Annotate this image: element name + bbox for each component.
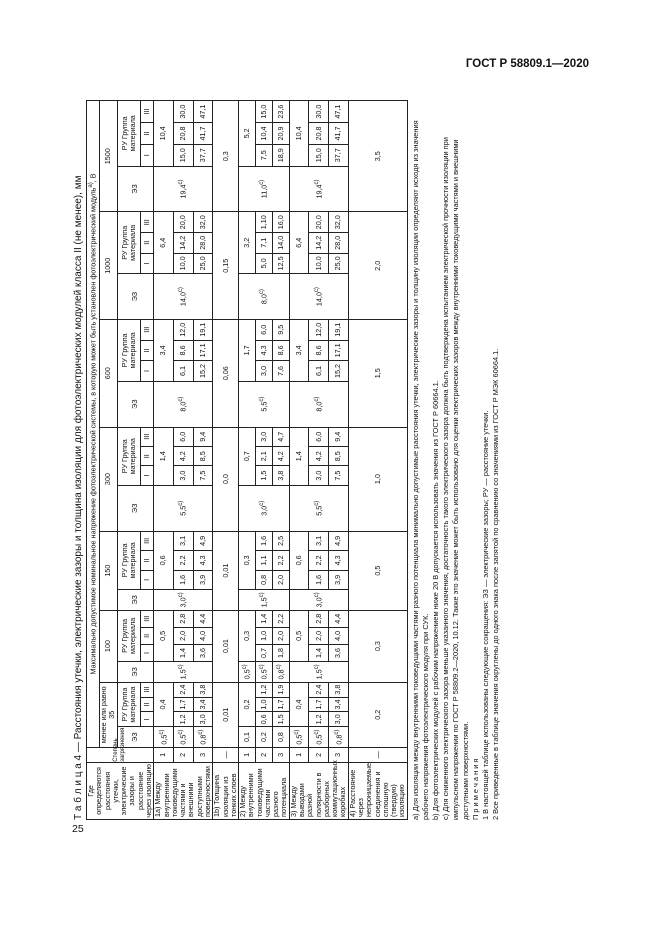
header-ez: ЭЗ [117, 590, 154, 611]
header-ru-group: РУ Группа материала [117, 682, 141, 727]
cell: 4,0 [193, 627, 213, 644]
cell: 20,8 [309, 123, 329, 145]
cell: 0,7 [255, 644, 272, 661]
cell: 8,6 [173, 340, 193, 361]
group-ii: II [141, 551, 154, 570]
cell: 2,0 [348, 212, 407, 320]
cell: 9,4 [329, 427, 349, 446]
cell: 4,2 [173, 446, 193, 465]
cell: 0,8 [255, 570, 272, 589]
cell: 0,01 [213, 531, 239, 610]
cell: 0,5$^{c)}$ [239, 662, 256, 683]
cell: 0,5$^{c)}$ [173, 727, 193, 748]
cell: 6,0 [173, 427, 193, 446]
row-label: 4) Расстояние через непроницаемые соединения и сплошную (твердую) изоляцию [348, 762, 407, 819]
footnote-c: c) Для сниженного электрического зазора меньше указанного значения, достаточность такого электрического зазора должна быть подтверждена испытанием электрической прочности изоляции при импульсном напряжении по ГОСТ Р 58809.2—2020, 10.12. Также это значение может быть использовано для оценки электрических зазоров между внутренними токоведущими частями и внешними доступными поверхностями. [440, 137, 470, 820]
cell: 5,5$^{c)}$ [239, 381, 290, 427]
cell: 6,4 [154, 212, 174, 274]
pollution-degree: 1 [289, 747, 309, 762]
cell: 5,2 [239, 101, 256, 167]
cell: 15,2 [193, 361, 213, 382]
clearance-table [86, 100, 408, 820]
cell: 8,0$^{c)}$ [239, 274, 290, 320]
cell: 30,0 [173, 101, 193, 123]
cell: 0,2 [255, 727, 272, 748]
cell: 0,5$^{c)}$ [255, 662, 272, 683]
cell: 12,5 [272, 253, 289, 274]
header-voltage: Максимально допустимое номинальное напряжение фотоэлектрической системы, в которую может быть установлен фотоэлектрический модуль$^{a)}$, В [87, 101, 100, 748]
cell: 17,1 [193, 340, 213, 361]
cell: 12,0 [173, 319, 193, 340]
cell: 2,4 [173, 682, 193, 697]
group-i: I [141, 570, 154, 589]
cell: 4,3 [193, 551, 213, 570]
cell: 1,5$^{c)}$ [289, 662, 348, 683]
group-i: I [141, 253, 154, 274]
header-v1500: 1500 [100, 101, 118, 212]
cell: 8,0$^{c)}$ [289, 381, 348, 427]
cell: 1,5 [348, 319, 407, 427]
footnote-b: b) Для фотоэлектрических модулей с рабочим напряжением ниже 20 В допускается использовать значения из ГОСТ Р 60664.1. [430, 380, 440, 820]
cell: 0,3 [213, 101, 239, 212]
header-ez: ЭЗ [117, 381, 154, 427]
table-row [348, 101, 407, 820]
cell: 1,4 [154, 427, 174, 485]
row-label: 2) Между внутренними токоведущими частями разного потенциала [239, 762, 290, 819]
header-v100: 100 [100, 610, 118, 682]
cell: 19,1 [329, 319, 349, 340]
cell: 1,0 [255, 697, 272, 712]
cell: 11,0$^{c)}$ [239, 166, 290, 212]
cell: 0,4 [289, 682, 309, 727]
cell: 15,0 [255, 101, 272, 123]
row-label: 3) Между выводами разной полярности в разборных коммутационных коробках [289, 762, 348, 819]
cell: 12,0 [309, 319, 329, 340]
pollution-degree: 3 [329, 747, 349, 762]
cell: 20,0 [309, 212, 329, 233]
cell: 41,7 [193, 123, 213, 145]
pollution-degree: 1 [154, 747, 174, 762]
cell: 19,1 [193, 319, 213, 340]
cell: 3,0$^{c)}$ [239, 485, 290, 531]
cell: 2,2 [272, 551, 289, 570]
cell: 1,4 [255, 610, 272, 627]
cell: 3,8 [329, 682, 349, 697]
cell: 4,2 [272, 446, 289, 465]
cell: 0,01 [213, 610, 239, 682]
cell: 14,2 [173, 233, 193, 254]
cell: 15,0 [309, 144, 329, 166]
cell: 3,8 [193, 682, 213, 697]
group-i: I [141, 712, 154, 727]
cell: 47,1 [329, 101, 349, 123]
cell: 1,4 [173, 644, 193, 661]
cell: 3,0 [173, 466, 193, 485]
cell: 1,5$^{c)}$ [154, 662, 213, 683]
cell: 3,8 [272, 466, 289, 485]
table-row [239, 101, 256, 820]
cell: 3,6 [193, 644, 213, 661]
group-iii: III [141, 531, 154, 550]
cell: 0,5$^{c)}$ [309, 727, 329, 748]
cell: 4,0 [329, 627, 349, 644]
cell: 5,0 [255, 253, 272, 274]
cell: 0,6 [289, 531, 309, 589]
pollution-degree: 3 [272, 747, 289, 762]
group-ii: II [141, 123, 154, 145]
cell: 16,0 [272, 212, 289, 233]
group-i: I [141, 361, 154, 382]
cell: 3,4 [193, 697, 213, 712]
group-ii: II [141, 340, 154, 361]
cell: 1,6 [173, 570, 193, 589]
cell: 2,0 [309, 627, 329, 644]
cell: 1,4 [289, 427, 309, 485]
page-number: 25 [72, 823, 84, 835]
cell: 32,0 [329, 212, 349, 233]
cell: 3,4 [329, 697, 349, 712]
cell: 10,0 [173, 253, 193, 274]
cell: 23,6 [272, 101, 289, 123]
header-ez: ЭЗ [117, 727, 154, 748]
row-label: 1b) Толщина изоляции из тонких слоев [213, 762, 239, 819]
cell: 3,1 [173, 531, 193, 550]
cell: 10,0 [309, 253, 329, 274]
cell: 9,5 [272, 319, 289, 340]
cell: 1,2 [309, 712, 329, 727]
cell: 37,7 [329, 144, 349, 166]
cell: 8,5 [329, 446, 349, 465]
group-i: I [141, 466, 154, 485]
cell: 20,8 [173, 123, 193, 145]
header-v35: менее или равно 35 [100, 682, 118, 747]
cell: 1,2 [255, 682, 272, 697]
cell: 3,0$^{c)}$ [154, 590, 213, 611]
cell: 1,7 [173, 697, 193, 712]
cell: 0,5$^{c)}$ [289, 727, 309, 748]
cell: 1,4 [309, 644, 329, 661]
group-iii: III [141, 682, 154, 697]
cell: 2,2 [272, 610, 289, 627]
cell: 2,2 [309, 551, 329, 570]
cell: 3,0 [329, 712, 349, 727]
cell: 0,5 [289, 610, 309, 661]
cell: 19,4$^{c)}$ [289, 166, 348, 212]
cell: 0,2 [239, 682, 256, 727]
cell: 6,0 [309, 427, 329, 446]
cell: 2,8 [309, 610, 329, 627]
cell: 0,3 [239, 610, 256, 661]
cell: 2,2 [173, 551, 193, 570]
table-row [213, 101, 239, 820]
cell: 1,6 [309, 570, 329, 589]
cell: 0,8 [272, 727, 289, 748]
cell: 3,4 [154, 319, 174, 381]
cell: 7,5 [193, 466, 213, 485]
cell: 1,5$^{c)}$ [239, 590, 290, 611]
cell: 14,2 [309, 233, 329, 254]
cell: 14,0 [272, 233, 289, 254]
pollution-degree: 2 [173, 747, 193, 762]
note-1: 1 В настоящей таблице использованы следующие сокращения: ЭЗ — электрические зазоры; РУ — расстояние утечки. [480, 410, 490, 820]
cell: 2,0 [272, 627, 289, 644]
header-v150: 150 [100, 531, 118, 610]
group-i: I [141, 144, 154, 166]
cell: 28,0 [329, 233, 349, 254]
cell: 28,0 [193, 233, 213, 254]
header-v300: 300 [100, 427, 118, 531]
cell: 0,0 [213, 427, 239, 531]
cell: 3,5 [348, 101, 407, 212]
footnote-a: a) Для изоляции между внутренними токоведущими частями разного потенциала минимально допустимые расстояния утечки, электрические зазоры и толщину изоляции определяют исходя из значения рабочего напряжения фотоэлектрического модуля при СУК. [410, 120, 430, 820]
cell: 8,0$^{c)}$ [154, 381, 213, 427]
group-ii: II [141, 446, 154, 465]
pollution-degree: 2 [309, 747, 329, 762]
cell: 0,5$^{c)}$ [154, 727, 174, 748]
cell: 2,0 [173, 627, 193, 644]
cell: 7,1 [255, 233, 272, 254]
cell: 0,4 [154, 682, 174, 727]
cell: 25,0 [193, 253, 213, 274]
cell: 3,4 [289, 319, 309, 381]
cell: 4,9 [329, 531, 349, 550]
group-i: I [141, 644, 154, 661]
cell: 41,7 [329, 123, 349, 145]
cell: 10,4 [154, 101, 174, 167]
cell: 1,10 [255, 212, 272, 233]
cell: 4,9 [193, 531, 213, 550]
cell: 3,9 [329, 570, 349, 589]
cell: 10,4 [289, 101, 309, 167]
row-label: 1a) Между внутренними токоведущими частями и внешними доступными поверхностями [154, 762, 213, 819]
header-v1000: 1000 [100, 212, 118, 320]
cell: 1,9 [272, 682, 289, 697]
cell: 3,0$^{c)}$ [289, 590, 348, 611]
cell: 3,0 [309, 466, 329, 485]
header-v600: 600 [100, 319, 118, 427]
header-ru-group: РУ Группа материала [117, 427, 141, 485]
cell: 20,0 [173, 212, 193, 233]
cell: 2,4 [309, 682, 329, 697]
header-ru-group: РУ Группа материала [117, 319, 141, 381]
cell: 47,1 [193, 101, 213, 123]
cell: 1,2 [173, 712, 193, 727]
cell: 0,8$^{c)}$ [329, 727, 349, 748]
cell: 4,7 [272, 427, 289, 446]
cell: 0,1 [239, 727, 256, 748]
header-ru-group: РУ Группа материала [117, 531, 141, 589]
group-ii: II [141, 233, 154, 254]
cell: 14,0$^{c)}$ [154, 274, 213, 320]
cell: 1,0 [255, 627, 272, 644]
cell: 15,2 [329, 361, 349, 382]
cell: 18,9 [272, 144, 289, 166]
cell: 14,0$^{c)}$ [289, 274, 348, 320]
cell: 3,9 [193, 570, 213, 589]
document-header: ГОСТ Р 58809.1—2020 [465, 58, 589, 70]
group-iii: III [141, 212, 154, 233]
cell: 0,6 [255, 712, 272, 727]
pollution-degree: — [213, 747, 239, 762]
cell: 3,0 [255, 427, 272, 446]
cell: 0,01 [213, 682, 239, 747]
pollution-degree: 2 [255, 747, 272, 762]
header-ru-group: РУ Группа материала [117, 610, 141, 661]
cell: 20,9 [272, 123, 289, 145]
cell: 0,2 [348, 682, 407, 747]
note-2: 2 Все приведенные в таблице значения округлены до одного знака после запятой по сравнению со значениями из ГОСТ Р МЭК 60664.1. [490, 348, 500, 820]
cell: 2,0 [272, 570, 289, 589]
header-ez: ЭЗ [117, 662, 154, 683]
pollution-degree: 1 [239, 747, 256, 762]
cell: 17,1 [329, 340, 349, 361]
cell: 25,0 [329, 253, 349, 274]
cell: 0,15 [213, 212, 239, 320]
cell: 8,5 [193, 446, 213, 465]
cell: 15,0 [173, 144, 193, 166]
cell: 6,4 [289, 212, 309, 274]
group-ii: II [141, 697, 154, 712]
notes-heading: П р и м е ч а н и я [470, 758, 480, 820]
cell: 7,5 [255, 144, 272, 166]
pollution-degree: 3 [193, 747, 213, 762]
cell: 1,7 [309, 697, 329, 712]
table-notes [411, 100, 501, 820]
cell: 3,0 [193, 712, 213, 727]
group-ii: II [141, 627, 154, 644]
cell: 5,5$^{c)}$ [154, 485, 213, 531]
group-iii: III [141, 427, 154, 446]
cell: 6,1 [309, 361, 329, 382]
cell: 0,06 [213, 319, 239, 427]
pollution-degree: — [348, 747, 407, 762]
rotated-table-page [72, 100, 597, 820]
cell: 19,4$^{c)}$ [154, 166, 213, 212]
header-ez: ЭЗ [117, 485, 154, 531]
cell: 1,5 [272, 712, 289, 727]
cell: 3,6 [329, 644, 349, 661]
cell: 2,8 [173, 610, 193, 627]
table-caption: Т а б л и ц а 4 — Расстояния утечки, электрические зазоры и толщина изоляции для фотоэлектрических модулей класса II (не менее), мм [73, 175, 84, 820]
cell: 2,5 [272, 531, 289, 550]
cell: 0,6 [154, 531, 174, 589]
cell: 30,0 [309, 101, 329, 123]
cell: 0,7 [239, 427, 256, 485]
cell: 5,5$^{c)}$ [289, 485, 348, 531]
cell: 1,6 [255, 531, 272, 550]
header-ru-group: РУ Группа материала [117, 101, 141, 167]
cell: 6,0 [255, 319, 272, 340]
cell: 4,4 [329, 610, 349, 627]
table-row [289, 101, 309, 820]
group-iii: III [141, 101, 154, 123]
cell: 2,1 [255, 446, 272, 465]
cell: 1,5 [255, 466, 272, 485]
cell: 9,4 [193, 427, 213, 446]
cell: 8,6 [309, 340, 329, 361]
cell: 0,5 [154, 610, 174, 661]
header-pollution: Степень загрязнения [87, 747, 154, 762]
cell: 6,1 [173, 361, 193, 382]
cell: 7,5 [329, 466, 349, 485]
cell: 7,6 [272, 361, 289, 382]
cell: 0,3 [348, 610, 407, 682]
cell: 1,8 [272, 644, 289, 661]
header-where: Где определяются расстояния утечки, электрические зазоры и расстояние через изоляцию [86, 764, 153, 818]
cell: 32,0 [193, 212, 213, 233]
header-ez: ЭЗ [117, 274, 154, 320]
cell: 4,3 [329, 551, 349, 570]
cell: 37,7 [193, 144, 213, 166]
header-ez: ЭЗ [117, 166, 154, 212]
cell: 4,3 [255, 340, 272, 361]
cell: 1,0 [348, 427, 407, 531]
group-iii: III [141, 610, 154, 627]
cell: 1,1 [255, 551, 272, 570]
cell: 0,5 [348, 531, 407, 610]
cell: 3,1 [309, 531, 329, 550]
cell: 3,0 [255, 361, 272, 382]
cell: 10,4 [255, 123, 272, 145]
cell: 0,8$^{c)}$ [193, 727, 213, 748]
cell: 0,8$^{c)}$ [272, 662, 289, 683]
cell: 1,7 [239, 319, 256, 381]
cell: 3,2 [239, 212, 256, 274]
cell: 0,3 [239, 531, 256, 589]
cell: 4,4 [193, 610, 213, 627]
table-row [154, 101, 174, 820]
group-iii: III [141, 319, 154, 340]
cell: 8,6 [272, 340, 289, 361]
header-ru-group: РУ Группа материала [117, 212, 141, 274]
cell: 1,7 [272, 697, 289, 712]
cell: 4,2 [309, 446, 329, 465]
